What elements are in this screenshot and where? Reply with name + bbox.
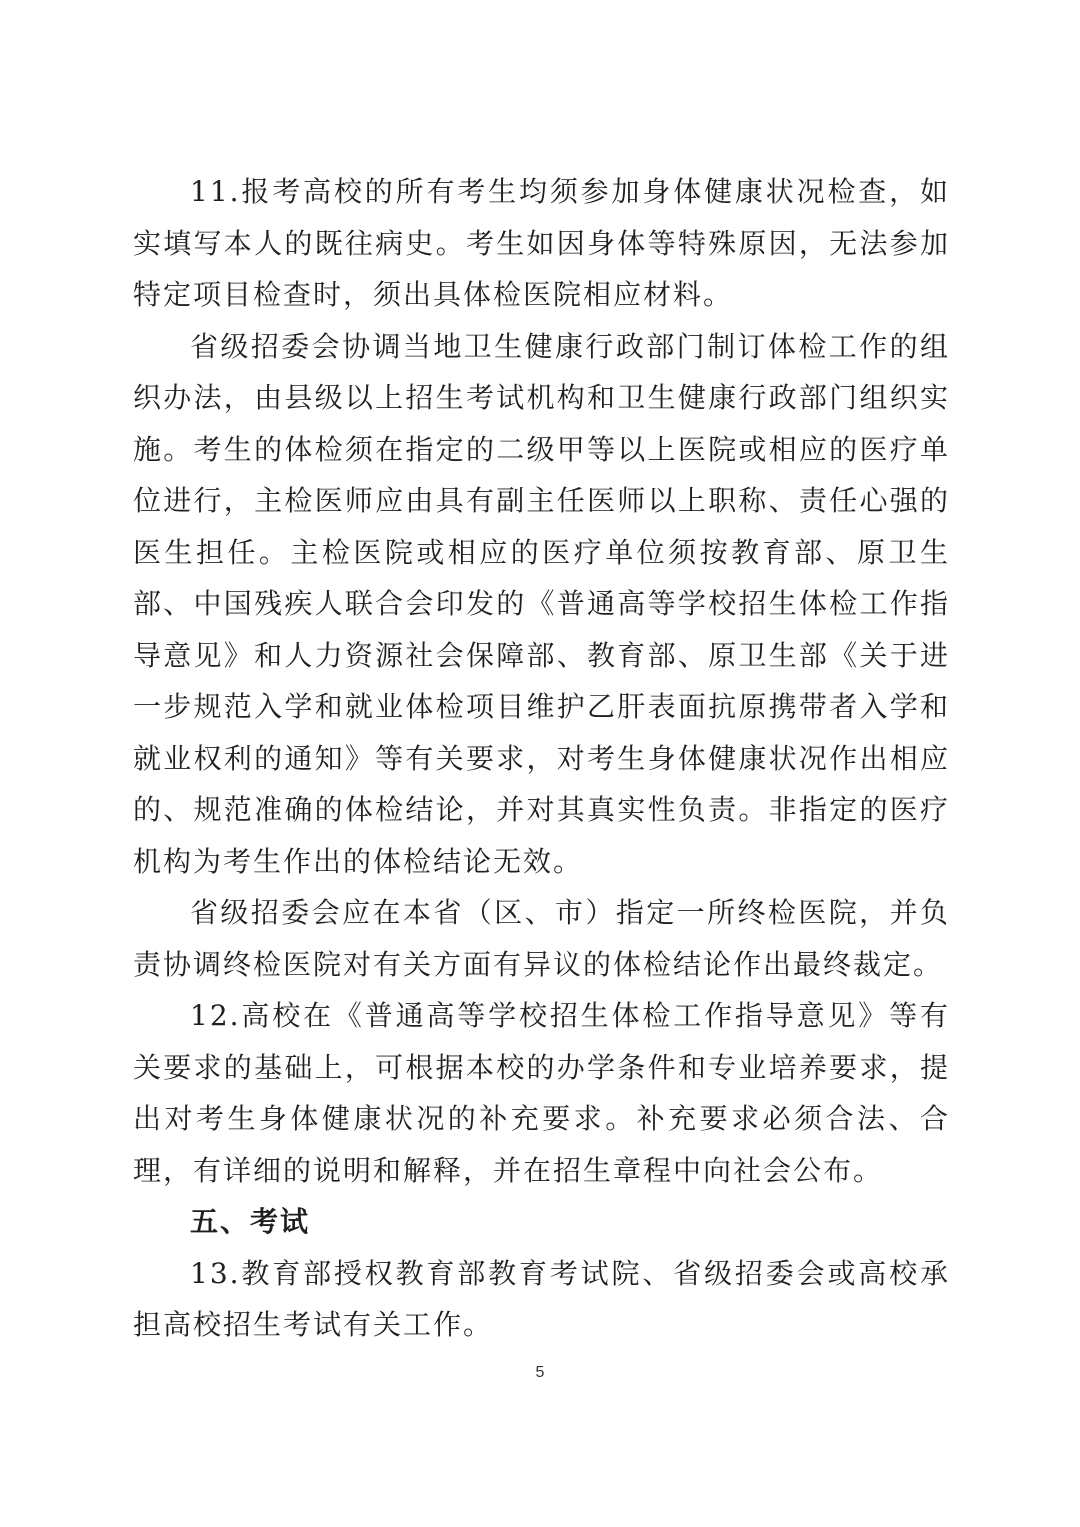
paragraph-item-12-university-requirements: 12.高校在《普通高等学校招生体检工作指导意见》等有关要求的基础上，可根据本校的办学条件和专业培养要求，提出对考生身体健康状况的补充要求。补充要求必须合法、合理，有详细的说明和解释，并在招生章程中向社会公布。	[133, 999, 950, 1187]
page-number: 5	[535, 1364, 545, 1381]
paragraph-final-exam-hospital: 省级招委会应在本省（区、市）指定一所终检医院，并负责协调终检医院对有关方面有异议的体检结论作出最终裁定。	[133, 896, 950, 981]
paragraph-exam-organization: 省级招委会协调当地卫生健康行政部门制订体检工作的组织办法，由县级以上招生考试机构和卫生健康行政部门组织实施。考生的体检须在指定的二级甲等以上医院或相应的医疗单位进行，主检医师应由具有副主任医师以上职称、责任心强的医生担任。主检医院或相应的医疗单位须按教育部、原卫生部、中国残疾人联合会印发的《普通高等学校招生体检工作指导意见》和人力资源社会保障部、教育部、原卫生部《关于进一步规范入学和就业体检项目维护乙肝表面抗原携带者入学和就业权利的通知》等有关要求，对考生身体健康状况作出相应的、规范准确的体检结论，并对其真实性负责。非指定的医疗机构为考生作出的体检结论无效。	[133, 329, 950, 878]
document-body	[133, 166, 950, 1351]
section-heading-exam: 五、考试	[190, 1205, 311, 1238]
paragraph-item-11-physical-exam: 11.报考高校的所有考生均须参加身体健康状况检查，如实填写本人的既往病史。考生如因身体等特殊原因，无法参加特定项目检查时，须出具体检医院相应材料。	[133, 175, 950, 311]
paragraph-item-13-exam-authority: 13.教育部授权教育部教育考试院、省级招委会或高校承担高校招生考试有关工作。	[133, 1256, 950, 1341]
